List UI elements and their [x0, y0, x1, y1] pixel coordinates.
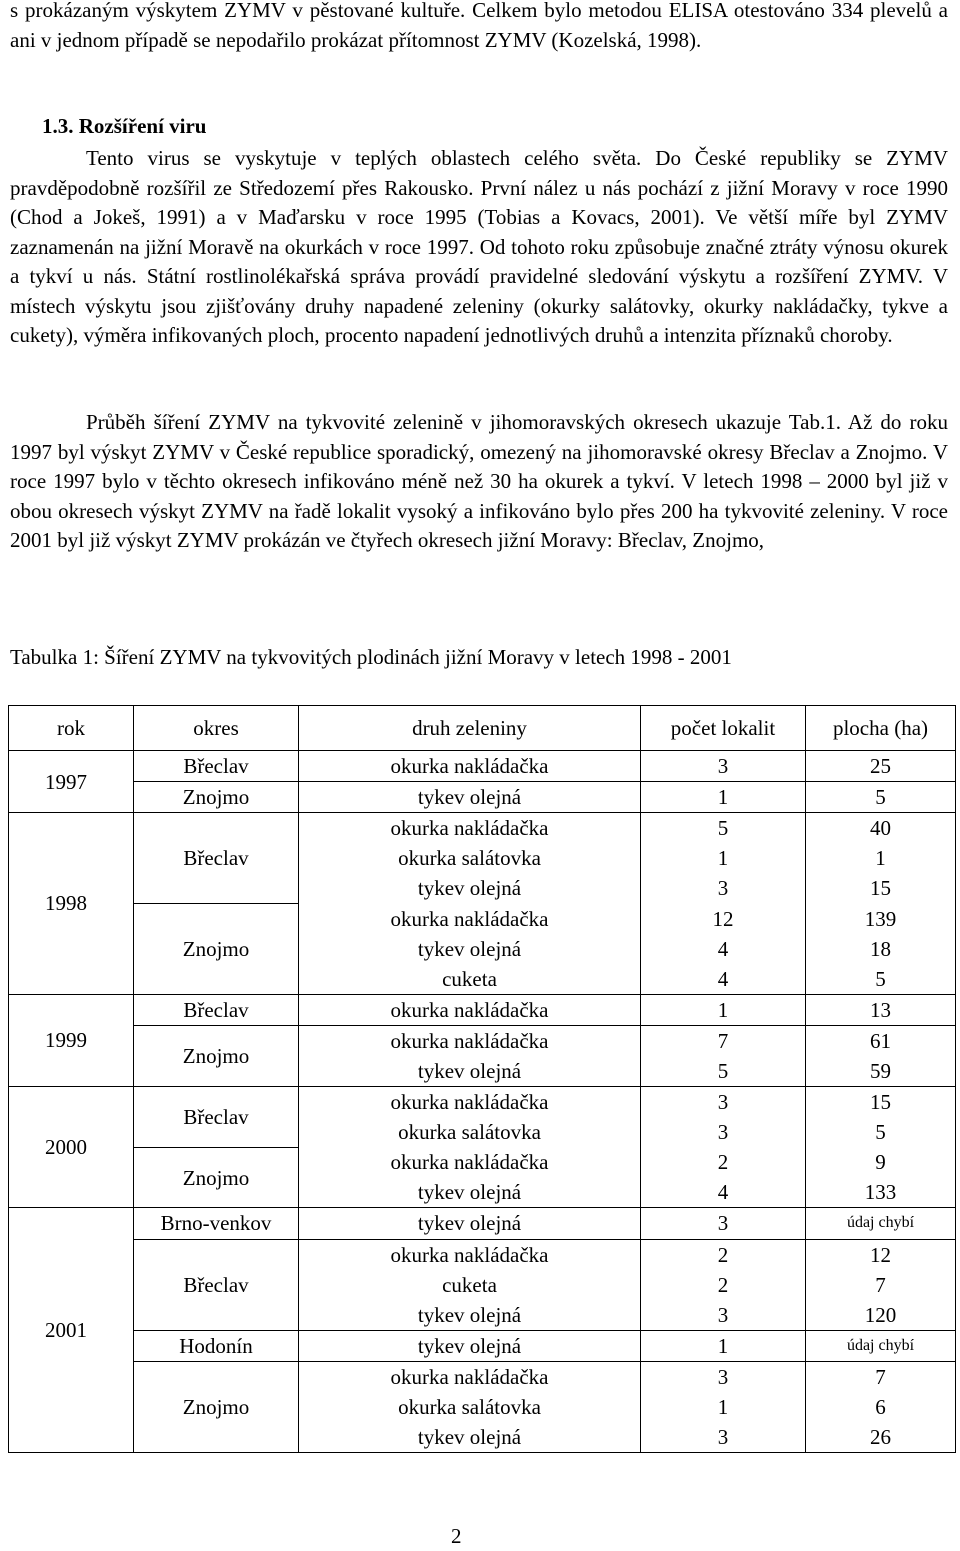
district-cell: Znojmo [134, 903, 299, 994]
area-cell: 133 [806, 1177, 956, 1208]
count-cell: 3 [641, 1422, 806, 1453]
area-cell: 61 [806, 1025, 956, 1056]
table-row [9, 1208, 956, 1239]
crop-cell: cuketa [299, 964, 641, 995]
count-cell: 4 [641, 964, 806, 995]
crop-cell: okurka nakládačka [299, 903, 641, 933]
area-cell: 9 [806, 1147, 956, 1177]
count-cell: 5 [641, 813, 806, 844]
district-cell: Břeclav [134, 1087, 299, 1148]
area-cell: 26 [806, 1422, 956, 1453]
area-cell: 6 [806, 1392, 956, 1422]
table-row [9, 1087, 956, 1118]
area-cell: 5 [806, 782, 956, 813]
crop-cell: okurka nakládačka [299, 813, 641, 844]
table-row [9, 1025, 956, 1056]
area-cell: údaj chybí [806, 1330, 956, 1361]
header-druh: druh zeleniny [299, 706, 641, 751]
table-row [9, 1330, 956, 1361]
year-cell: 2001 [9, 1208, 134, 1453]
table-caption: Tabulka 1: Šíření ZYMV na tykvovitých plodinách jižní Moravy v letech 1998 - 2001 [10, 645, 732, 669]
district-cell: Břeclav [134, 1239, 299, 1330]
district-cell: Znojmo [134, 782, 299, 813]
area-cell: 5 [806, 1117, 956, 1147]
table-row [9, 1239, 956, 1270]
area-cell: 12 [806, 1239, 956, 1270]
year-cell: 1997 [9, 751, 134, 813]
paragraph-2: Tento virus se vyskytuje v teplých oblastech celého světa. Do České republiky se ZYMV pravděpodobně rozšířil ze Středozemí přes Rakousko. První nález u nás pochází z jižní Moravy v roce 1990 (Chod a Jokeš, 1991) a v Maďarsku v roce 1995 (Tobias a Kovacs, 2001). Ve větší míře byl ZYMV zaznamenán na jižní Moravě na okurkách v roce 1997. Od tohoto roku způsobuje značné ztráty výnosu okurek a tykví u nás. Státní rostlinolékařská správa provádí pravidelné sledování výskytu a rozšíření ZYMV. V místech výskytu jsou zjišťovány druhy napadené zeleniny (okurky salátovky, okurky nakládačky, tykve a cukety), výměra infikovaných ploch, procento napadení jednotlivých druhů a intenzita příznaků choroby. [10, 146, 948, 347]
area-cell: 5 [806, 964, 956, 995]
count-cell: 1 [641, 1330, 806, 1361]
crop-cell: tykev olejná [299, 1330, 641, 1361]
year-cell: 2000 [9, 1087, 134, 1208]
year-cell: 1998 [9, 813, 134, 995]
header-okres: okres [134, 706, 299, 751]
area-cell: 25 [806, 751, 956, 782]
district-cell: Znojmo [134, 1025, 299, 1086]
table-header-row [9, 706, 956, 751]
count-cell: 3 [641, 1300, 806, 1331]
page-number: 2 [451, 1524, 462, 1548]
count-cell: 7 [641, 1025, 806, 1056]
district-cell: Znojmo [134, 1147, 299, 1208]
crop-cell: tykev olejná [299, 1300, 641, 1331]
count-cell: 2 [641, 1270, 806, 1300]
table-row [9, 903, 956, 933]
crop-cell: okurka nakládačka [299, 1147, 641, 1177]
count-cell: 4 [641, 1177, 806, 1208]
table-row [9, 1147, 956, 1177]
count-cell: 3 [641, 1208, 806, 1239]
count-cell: 1 [641, 1392, 806, 1422]
count-cell: 3 [641, 1361, 806, 1392]
district-cell: Znojmo [134, 1361, 299, 1452]
count-cell: 1 [641, 843, 806, 873]
header-rok: rok [9, 706, 134, 751]
district-cell: Břeclav [134, 994, 299, 1025]
count-cell: 1 [641, 994, 806, 1025]
paragraph-1: s prokázaným výskytem ZYMV v pěstované kultuře. Celkem bylo metodou ELISA otestováno 334 plevelů a ani v jednom případě se nepodařilo prokázat přítomnost ZYMV (Kozelská, 1998). [10, 0, 948, 52]
crop-cell: tykev olejná [299, 934, 641, 964]
crop-cell: okurka nakládačka [299, 1361, 641, 1392]
area-cell: 18 [806, 934, 956, 964]
table-row [9, 994, 956, 1025]
area-cell: 15 [806, 873, 956, 903]
count-cell: 2 [641, 1147, 806, 1177]
area-cell: 59 [806, 1056, 956, 1087]
count-cell: 3 [641, 1117, 806, 1147]
crop-cell: okurka nakládačka [299, 1025, 641, 1056]
area-cell: 15 [806, 1087, 956, 1118]
crop-cell: cuketa [299, 1270, 641, 1300]
crop-cell: okurka nakládačka [299, 751, 641, 782]
area-cell: 7 [806, 1270, 956, 1300]
count-cell: 1 [641, 782, 806, 813]
count-cell: 2 [641, 1239, 806, 1270]
crop-cell: tykev olejná [299, 1208, 641, 1239]
crop-cell: tykev olejná [299, 1177, 641, 1208]
year-cell: 1999 [9, 994, 134, 1086]
district-cell: Hodonín [134, 1330, 299, 1361]
count-cell: 5 [641, 1056, 806, 1087]
crop-cell: okurka salátovka [299, 1392, 641, 1422]
area-cell: 120 [806, 1300, 956, 1331]
count-cell: 3 [641, 1087, 806, 1118]
district-cell: Břeclav [134, 751, 299, 782]
district-cell: Břeclav [134, 813, 299, 904]
crop-cell: okurka nakládačka [299, 1087, 641, 1118]
crop-cell: okurka salátovka [299, 843, 641, 873]
crop-cell: tykev olejná [299, 782, 641, 813]
table-row [9, 782, 956, 813]
count-cell: 3 [641, 873, 806, 903]
count-cell: 4 [641, 934, 806, 964]
paragraph-3: Průběh šíření ZYMV na tykvovité zelenině v jihomoravských okresech ukazuje Tab.1. Až do roku 1997 byl výskyt ZYMV v České republice sporadický, omezený na jihomoravské okresy Břeclav a Znojmo. V roce 1997 bylo v těchto okresech infikováno méně než 30 ha okurek a tykví. V letech 1998 – 2000 byl již v obou okresech výskyt ZYMV na řadě lokalit vysoký a infikováno bylo přes 200 ha tykvovité zeleniny. V roce 2001 byl již výskyt ZYMV prokázán ve čtyřech okresech jižní Moravy: Břeclav, Znojmo, [10, 410, 948, 552]
area-cell: údaj chybí [806, 1208, 956, 1239]
area-cell: 1 [806, 843, 956, 873]
spread-table [8, 705, 956, 1453]
count-cell: 3 [641, 751, 806, 782]
crop-cell: tykev olejná [299, 873, 641, 903]
header-plocha: plocha (ha) [806, 706, 956, 751]
district-cell: Brno-venkov [134, 1208, 299, 1239]
crop-cell: tykev olejná [299, 1422, 641, 1453]
header-pocet: počet lokalit [641, 706, 806, 751]
table-row [9, 1361, 956, 1392]
crop-cell: okurka nakládačka [299, 994, 641, 1025]
section-heading: 1.3. Rozšíření viru [42, 114, 207, 138]
area-cell: 7 [806, 1361, 956, 1392]
area-cell: 40 [806, 813, 956, 844]
crop-cell: okurka nakládačka [299, 1239, 641, 1270]
table-row [9, 813, 956, 844]
count-cell: 12 [641, 903, 806, 933]
crop-cell: tykev olejná [299, 1056, 641, 1087]
table-row [9, 751, 956, 782]
area-cell: 13 [806, 994, 956, 1025]
area-cell: 139 [806, 903, 956, 933]
crop-cell: okurka salátovka [299, 1117, 641, 1147]
